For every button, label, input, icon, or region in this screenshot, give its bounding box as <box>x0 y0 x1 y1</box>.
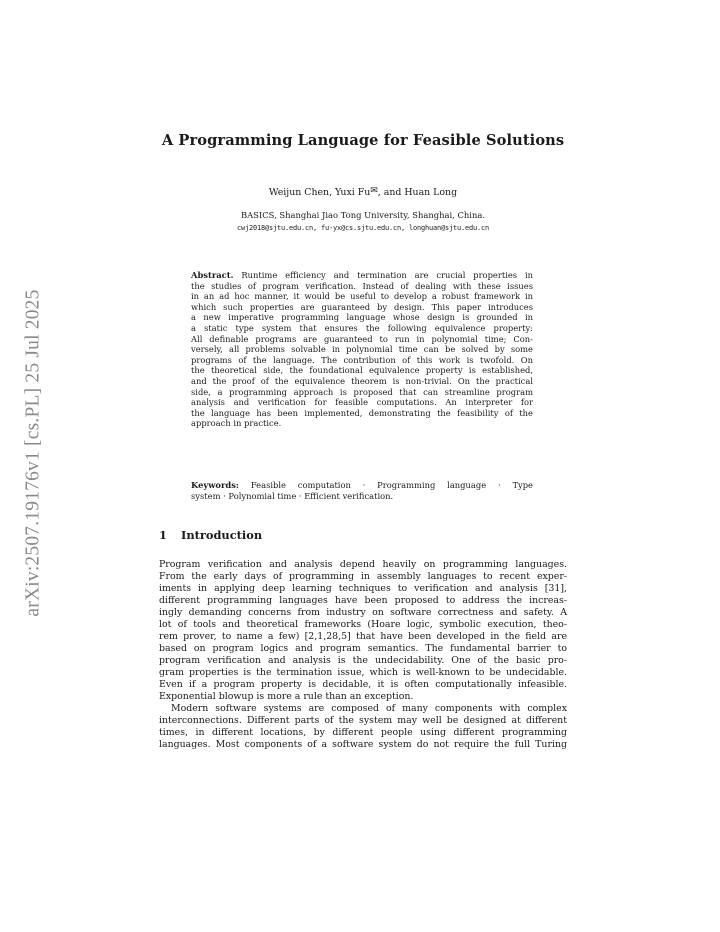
abstract-line: All definable programs are guaranteed to run in polynomial time; Con- <box>191 333 533 344</box>
keywords-line: Keywords: Feasible computation · Programming language · Type <box>191 480 533 490</box>
authors-text: Weijun Chen, Yuxi Fu <box>268 187 371 198</box>
body-line: based on program logics and program semantics. The fundamental barrier to <box>159 643 567 654</box>
body-text <box>159 559 567 751</box>
body-line: languages. Most components of a software system do not require the full Turing <box>159 739 567 750</box>
abstract-line: and the proof of the equivalence theorem is non-trivial. On the practical <box>191 375 533 386</box>
section-number: 1 <box>159 528 167 542</box>
body-line: lot of tools and theoretical frameworks (Hoare logic, symbolic execution, theo- <box>159 619 567 630</box>
abstract-line: analysis and verification for feasible computations. An interpreter for <box>191 397 533 408</box>
body-line: program verification and analysis is the undecidability. One of the basic pro- <box>159 655 567 666</box>
body-line: times, in different locations, by different people using different programming <box>159 727 567 738</box>
arxiv-watermark <box>14 268 54 638</box>
abstract-line: approach in practice. <box>191 418 282 429</box>
body-line: interconnections. Different parts of the system may well be designed at different <box>159 715 567 726</box>
abstract-line: side, a programming approach is proposed that can streamline program <box>191 386 533 397</box>
body-line: rem prover, to name a few) [2,1,28,5] that have been developed in the field are <box>159 631 567 642</box>
authors-tail: , and Huan Long <box>377 187 458 198</box>
paper-title: A Programming Language for Feasible Solutions <box>161 132 565 149</box>
abstract-line: versely, all problems solvable in polynomial time can be solved by some <box>191 344 533 355</box>
abstract-line: a static type system that ensures the following equivalence property: <box>191 322 533 333</box>
body-line: different programming languages have been proposed to address the increas- <box>159 595 567 606</box>
section-title: Introduction <box>181 528 263 542</box>
abstract-line: Abstract. Runtime efficiency and termination are crucial properties in <box>191 270 533 280</box>
body-line: Exponential blowup is more a rule than an exception. <box>159 691 414 702</box>
author-list <box>159 186 567 198</box>
abstract-label: Abstract. <box>191 270 234 280</box>
abstract-line: the theoretical side, the foundational equivalence property is established, <box>191 365 533 376</box>
envelope-icon: ✉ <box>370 186 378 196</box>
affiliation: BASICS, Shanghai Jiao Tong University, Shanghai, China. <box>240 210 486 220</box>
author-emails: cwj2018@sjtu.edu.cn, fu-yx@cs.sjtu.edu.cn, longhuan@sjtu.edu.cn <box>237 224 489 232</box>
keywords-line: system · Polynomial time · Efficient verification. <box>191 490 394 501</box>
body-line: From the early days of programming in assembly languages to recent exper- <box>159 571 567 582</box>
body-line: iments in applying deep learning techniques to verification and analysis [31], <box>159 583 567 594</box>
abstract-line: the language has been implemented, demonstrating the feasibility of the <box>191 407 533 418</box>
abstract <box>191 270 533 429</box>
abstract-line: a new imperative programming language whose design is grounded in <box>191 312 533 323</box>
body-line: Even if a program property is decidable, it is often computationally infeasible. <box>159 679 567 690</box>
body-line: gram properties is the termination issue, which is well-known to be undecidable. <box>159 667 567 678</box>
abstract-line: programs of the language. The contribution of this work is twofold. On <box>191 354 533 365</box>
abstract-line: the studies of program verification. Instead of dealing with these issues <box>191 280 533 291</box>
body-line: Modern software systems are composed of many components with complex <box>171 703 567 714</box>
arxiv-id: arXiv:2507.19176v1 [cs.PL] 25 Jul 2025 <box>23 289 45 617</box>
keywords <box>191 480 533 501</box>
section-heading <box>159 528 567 542</box>
abstract-line: in an ad hoc manner, it would be useful to develop a robust framework in <box>191 291 533 302</box>
body-line: ingly demanding concerns from industry on software correctness and safety. A <box>159 607 567 618</box>
body-line: Program verification and analysis depend heavily on programming languages. <box>159 559 567 570</box>
keywords-label: Keywords: <box>191 480 239 490</box>
abstract-line: which such properties are guaranteed by design. This paper introduces <box>191 301 533 312</box>
